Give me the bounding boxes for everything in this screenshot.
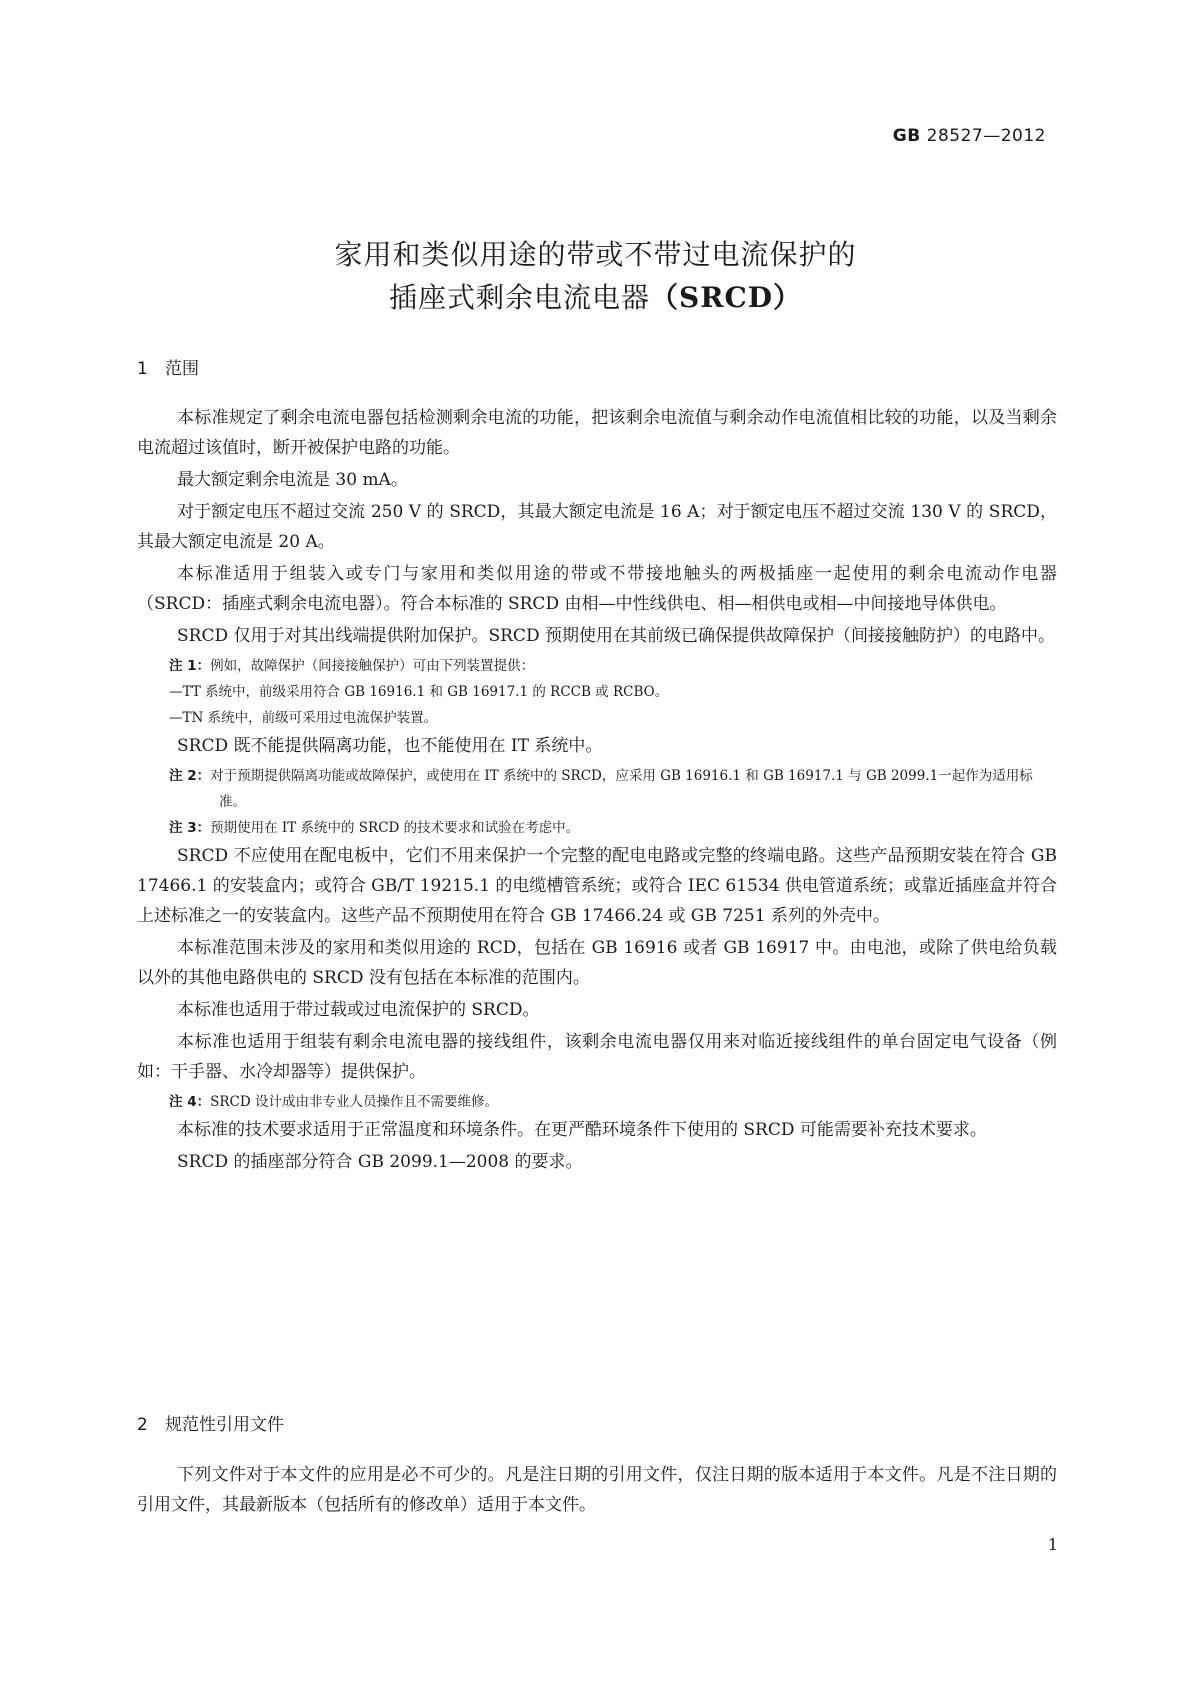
section-number: 1: [137, 359, 148, 379]
standard-number: [893, 126, 1046, 146]
title-abbr: （SRCD）: [649, 281, 803, 314]
note: [137, 815, 1057, 841]
paragraph: 下列文件对于本文件的应用是必不可少的。凡是注日期的引用文件，仅注日期的版本适用于本文件。凡是不注日期的引用文件，其最新版本（包括所有的修改单）适用于本文件。: [137, 1465, 1057, 1515]
section-1-body: [137, 403, 1057, 1179]
page-number: 1: [1047, 1535, 1058, 1554]
note: [137, 1089, 1057, 1115]
note-tag: 注 4：: [169, 1094, 211, 1110]
note: [137, 653, 1057, 679]
note: [137, 763, 1057, 815]
paragraph: 本标准的技术要求适用于正常温度和环境条件。在更严酷环境条件下使用的 SRCD 可能需要补充技术要求。: [177, 1120, 987, 1140]
section-number: 2: [137, 1415, 148, 1435]
document-title-line2: [0, 276, 1191, 316]
paragraph: 本标准规定了剩余电流电器包括检测剩余电流的功能，把该剩余电流值与剩余动作电流值相比较的功能，以及当剩余电流超过该值时，断开被保护电路的功能。: [137, 408, 1057, 458]
paragraph: 本标准也适用于组装有剩余电流电器的接线组件，该剩余电流电器仅用来对临近接线组件的单台固定电气设备（例如：干手器、水冷却器等）提供保护。: [137, 1032, 1057, 1082]
section-heading-normative-references: [137, 1410, 284, 1435]
section-label: 范围: [165, 359, 199, 379]
paragraph: SRCD 仅用于对其出线端提供附加保护。SRCD 预期使用在其前级已确保提供故障保护（间接接触防护）的电路中。: [177, 626, 1055, 646]
paragraph: 对于额定电压不超过交流 250 V 的 SRCD，其最大额定电流是 16 A；对于额定电压不超过交流 130 V 的 SRCD，其最大额定电流是 20 A。: [137, 502, 1057, 552]
title-line2-text: 插座式剩余电流电器: [388, 281, 650, 314]
note-text: 例如，故障保护（间接接触保护）可由下列装置提供：: [210, 658, 535, 674]
paragraph: SRCD 不应使用在配电板中，它们不用来保护一个完整的配电电路或完整的终端电路。这些产品预期安装在符合 GB 17466.1 的安装盒内；或符合 GB/T 19215.1 的电缆槽管系统；或符合 IEC 61534 供电管道系统；或靠近插座盒并符合上述标准之一的安装盒内。这些产品不预期使用在符合 GB 17466.24 或 GB 7251 系列的外壳中。: [137, 846, 1057, 926]
note-text: SRCD 设计成由非专业人员操作且不需要维修。: [210, 1094, 498, 1110]
paragraph: SRCD 既不能提供隔离功能，也不能使用在 IT 系统中。: [177, 736, 603, 756]
paragraph: 本标准范围未涉及的家用和类似用途的 RCD，包括在 GB 16916 或者 GB 16917 中。由电池，或除了供电给负载以外的其他电路供电的 SRCD 没有包括在本标准的范围内。: [137, 938, 1057, 988]
section-2-body: [137, 1460, 1057, 1522]
document-title-line1: 家用和类似用途的带或不带过电流保护的: [334, 238, 857, 271]
note-text: 对于预期提供隔离功能或故障保护，或使用在 IT 系统中的 SRCD，应采用 GB 16916.1 和 GB 16917.1 与 GB 2099.1一起作为适用标准。: [210, 768, 1033, 810]
note-tag: 注 1：: [169, 658, 211, 674]
note-list-item: —TN 系统中，前级可采用过电流保护装置。: [169, 710, 438, 726]
note-tag: 注 3：: [169, 820, 211, 836]
standard-prefix: GB: [892, 126, 921, 146]
note-tag: 注 2：: [169, 768, 211, 784]
paragraph: 本标准适用于组装入或专门与家用和类似用途的带或不带接地触头的两极插座一起使用的剩余电流动作电器（SRCD：插座式剩余电流电器）。符合本标准的 SRCD 由相—中性线供电、相—相供电或相—中间接地导体供电。: [137, 564, 1057, 614]
paragraph: SRCD 的插座部分符合 GB 2099.1—2008 的要求。: [177, 1152, 583, 1172]
note-text: 预期使用在 IT 系统中的 SRCD 的技术要求和试验在考虑中。: [210, 820, 580, 836]
paragraph: 最大额定剩余电流是 30 mA。: [177, 470, 408, 490]
section-label: 规范性引用文件: [165, 1415, 284, 1435]
standard-code: 28527—2012: [926, 126, 1046, 146]
section-heading-scope: [137, 354, 199, 379]
paragraph: 本标准也适用于带过载或过电流保护的 SRCD。: [177, 1000, 540, 1020]
note-list-item: —TT 系统中，前级采用符合 GB 16916.1 和 GB 16917.1 的 RCCB 或 RCBO。: [169, 684, 669, 700]
